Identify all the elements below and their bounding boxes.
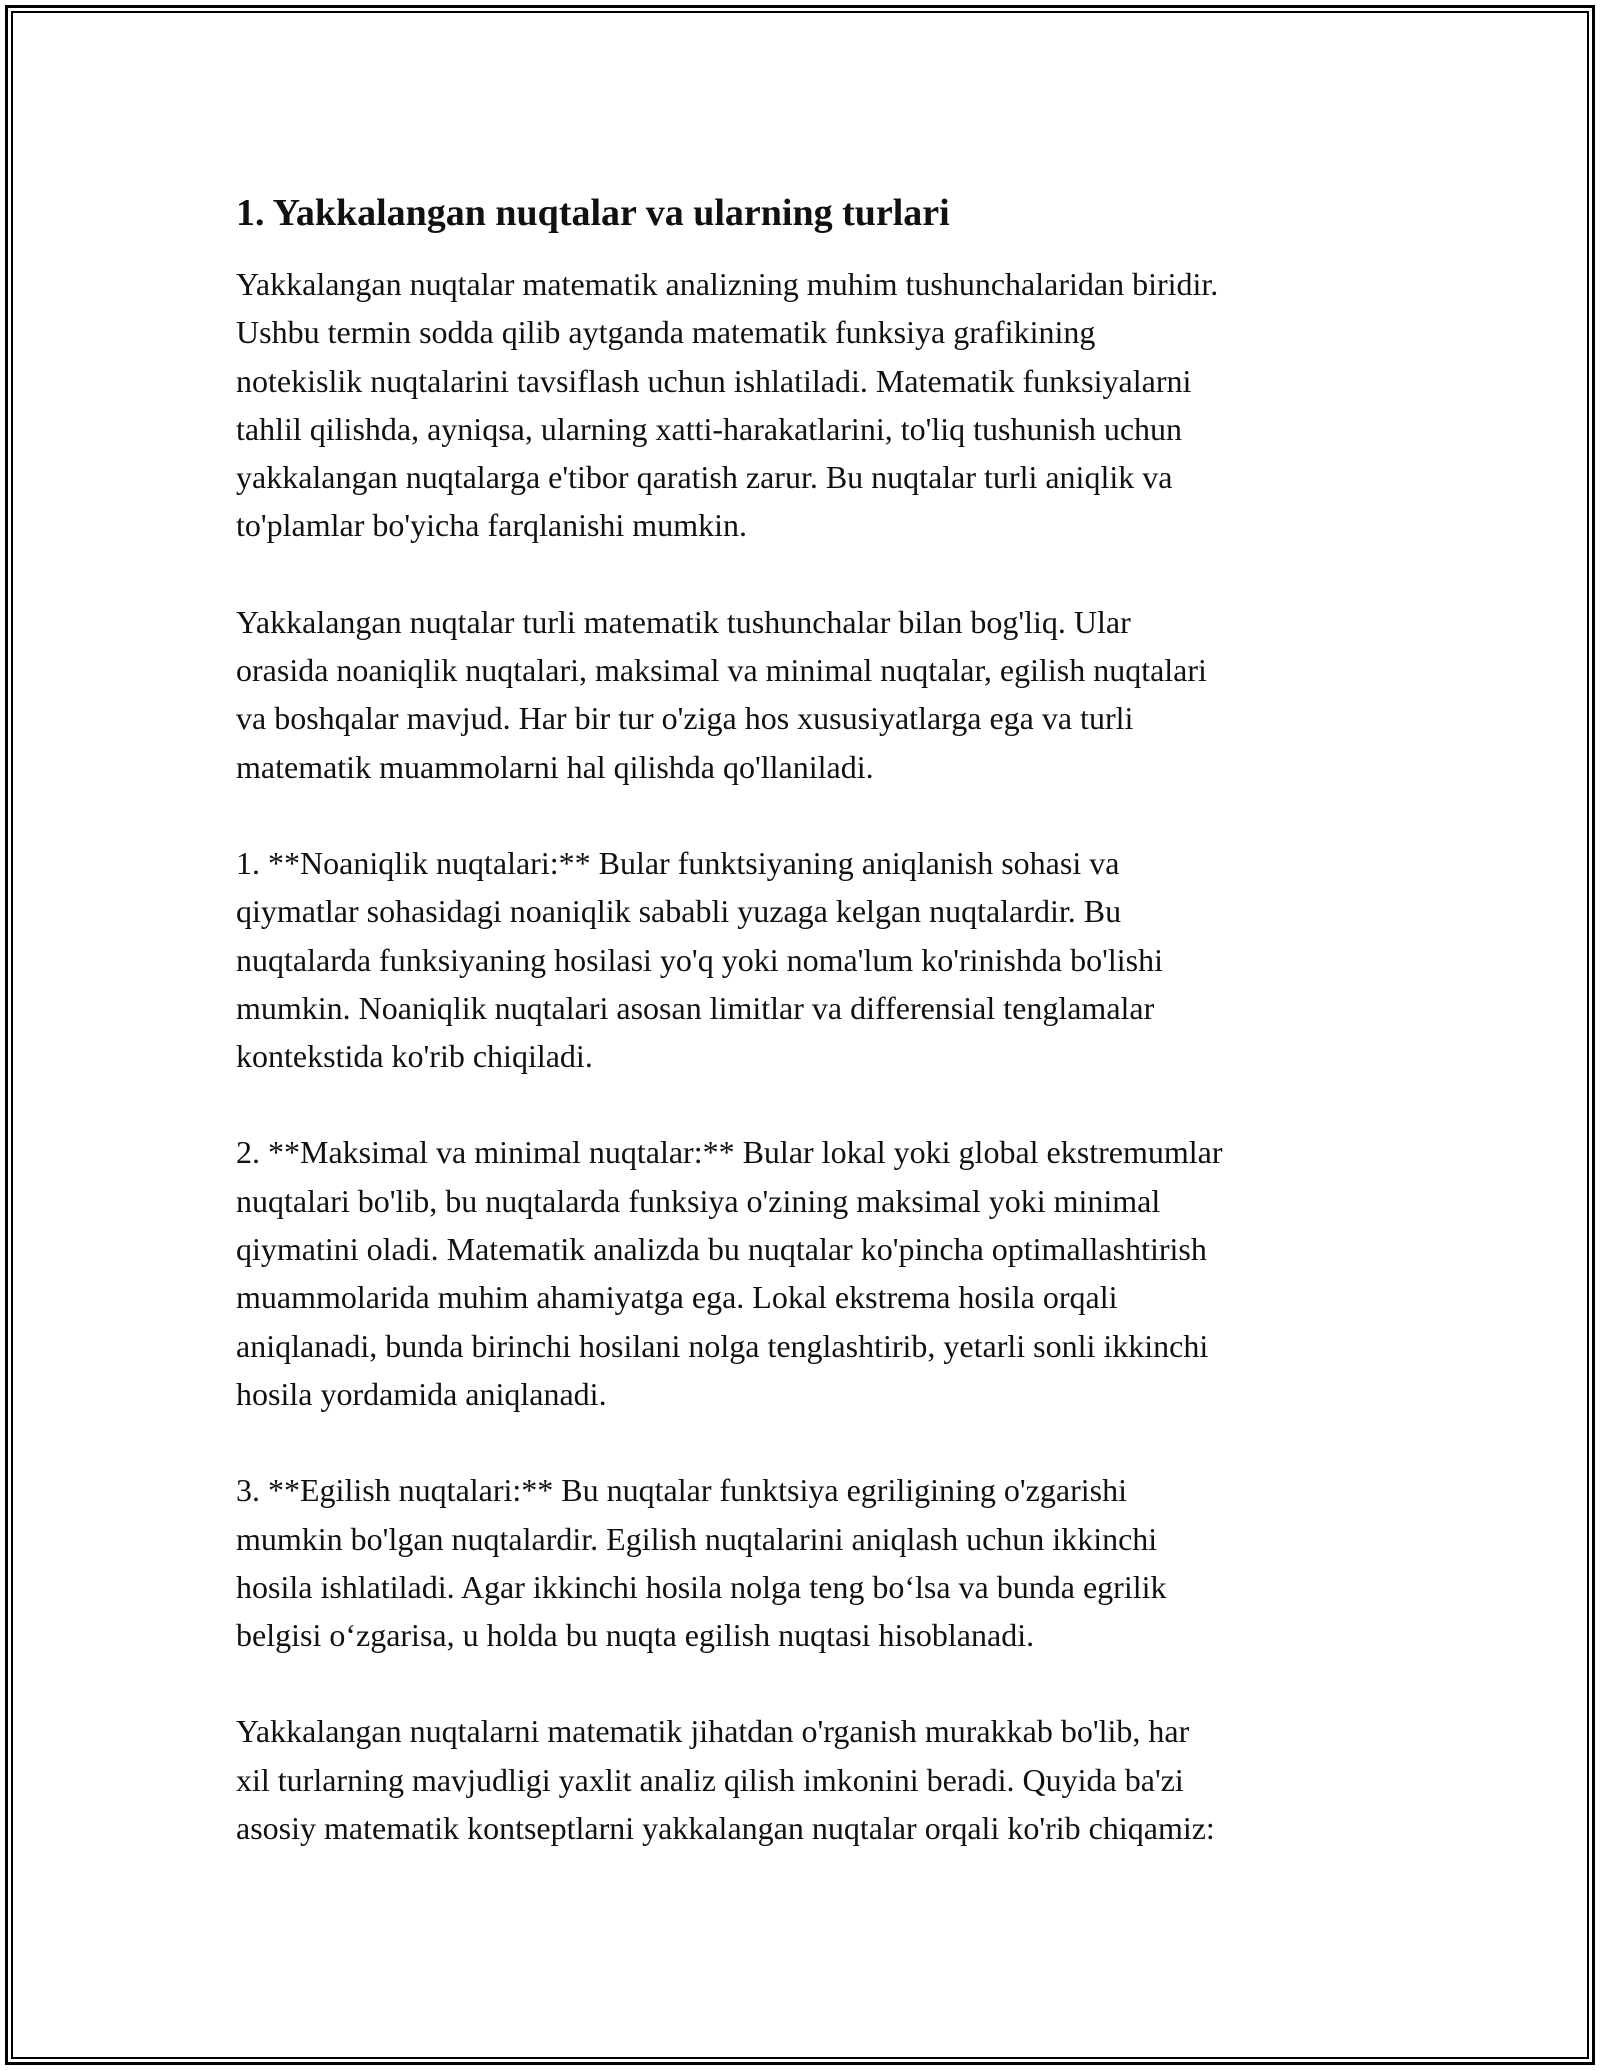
text-line: nuqtalari bo'lib, bu nuqtalarda funksiya o'zining maksimal yoki minimal — [236, 1182, 1161, 1219]
text-line: 2. **Maksimal va minimal nuqtalar:** Bular lokal yoki global ekstremumlar — [236, 1134, 1223, 1171]
text-line: belgisi o‘zgarisa, u holda bu nuqta egilish nuqtasi hisoblanadi. — [236, 1617, 1035, 1654]
document-body — [236, 188, 1386, 1900]
list-item-egilish — [236, 1466, 1386, 1659]
text-line: tahlil qilishda, ayniqsa, ularning xatti-harakatlarini, to'liq tushunish uchun — [236, 410, 1183, 447]
paragraph-intro — [236, 260, 1386, 550]
text-line: xil turlarning mavjudligi yaxlit analiz qilish imkonini beradi. Quyida ba'zi — [236, 1761, 1184, 1798]
text-line: mumkin bo'lgan nuqtalardir. Egilish nuqtalarini aniqlash uchun ikkinchi — [236, 1520, 1158, 1557]
paragraph-conclusion — [236, 1707, 1386, 1852]
text-line: va boshqalar mavjud. Har bir tur o'ziga hos xususiyatlarga ega va turli — [236, 700, 1134, 737]
text-line: nuqtalarda funksiyaning hosilasi yo'q yoki noma'lum ko'rinishda bo'lishi — [236, 941, 1163, 978]
text-line: Ushbu termin sodda qilib aytganda matematik funksiya grafikining — [236, 314, 1096, 351]
paragraph-types-overview — [236, 598, 1386, 791]
text-line: matematik muammolarni hal qilishda qo'llaniladi. — [236, 748, 874, 785]
text-line: hosila ishlatiladi. Agar ikkinchi hosila nolga teng bo‘lsa va bunda egrilik — [236, 1568, 1167, 1605]
list-item-maksimal-minimal — [236, 1128, 1386, 1418]
text-line: orasida noaniqlik nuqtalari, maksimal va minimal nuqtalar, egilish nuqtalari — [236, 652, 1207, 689]
text-line: aniqlanadi, bunda birinchi hosilani nolga tenglashtirib, yetarli sonli ikkinchi — [236, 1327, 1209, 1364]
text-line: hosila yordamida aniqlanadi. — [236, 1375, 607, 1412]
text-line: muammolarida muhim ahamiyatga ega. Lokal ekstrema hosila orqali — [236, 1279, 1118, 1316]
section-heading: 1. Yakkalangan nuqtalar va ularning turlari — [236, 192, 950, 234]
text-line: 3. **Egilish nuqtalari:** Bu nuqtalar funktsiya egriligining o'zgarishi — [236, 1472, 1127, 1509]
text-line: Yakkalangan nuqtalar matematik analizning muhim tushunchalaridan biridir. — [236, 266, 1219, 302]
text-line: 1. **Noaniqlik nuqtalari:** Bular funktsiyaning aniqlanish sohasi va — [236, 844, 1120, 881]
text-line: yakkalangan nuqtalarga e'tibor qaratish zarur. Bu nuqtalar turli aniqlik va — [236, 459, 1173, 496]
text-line: qiymatini oladi. Matematik analizda bu nuqtalar ko'pincha optimallashtirish — [236, 1231, 1207, 1268]
text-line: asosiy matematik kontseptlarni yakkalangan nuqtalar orqali ko'rib chiqamiz: — [236, 1810, 1215, 1847]
text-line: qiymatlar sohasidagi noaniqlik sababli yuzaga kelgan nuqtalardir. Bu — [236, 893, 1122, 930]
text-line: Yakkalangan nuqtalar turli matematik tushunchalar bilan bog'liq. Ular — [236, 603, 1131, 640]
text-line: kontekstida ko'rib chiqiladi. — [236, 1038, 593, 1075]
text-line: mumkin. Noaniqlik nuqtalari asosan limitlar va differensial tenglamalar — [236, 989, 1155, 1026]
text-line: notekislik nuqtalarini tavsiflash uchun ishlatiladi. Matematik funksiyalarni — [236, 362, 1192, 399]
list-item-noaniqlik — [236, 839, 1386, 1080]
text-line: to'plamlar bo'yicha farqlanishi mumkin. — [236, 507, 747, 544]
text-line: Yakkalangan nuqtalarni matematik jihatdan o'rganish murakkab bo'lib, har — [236, 1713, 1190, 1750]
